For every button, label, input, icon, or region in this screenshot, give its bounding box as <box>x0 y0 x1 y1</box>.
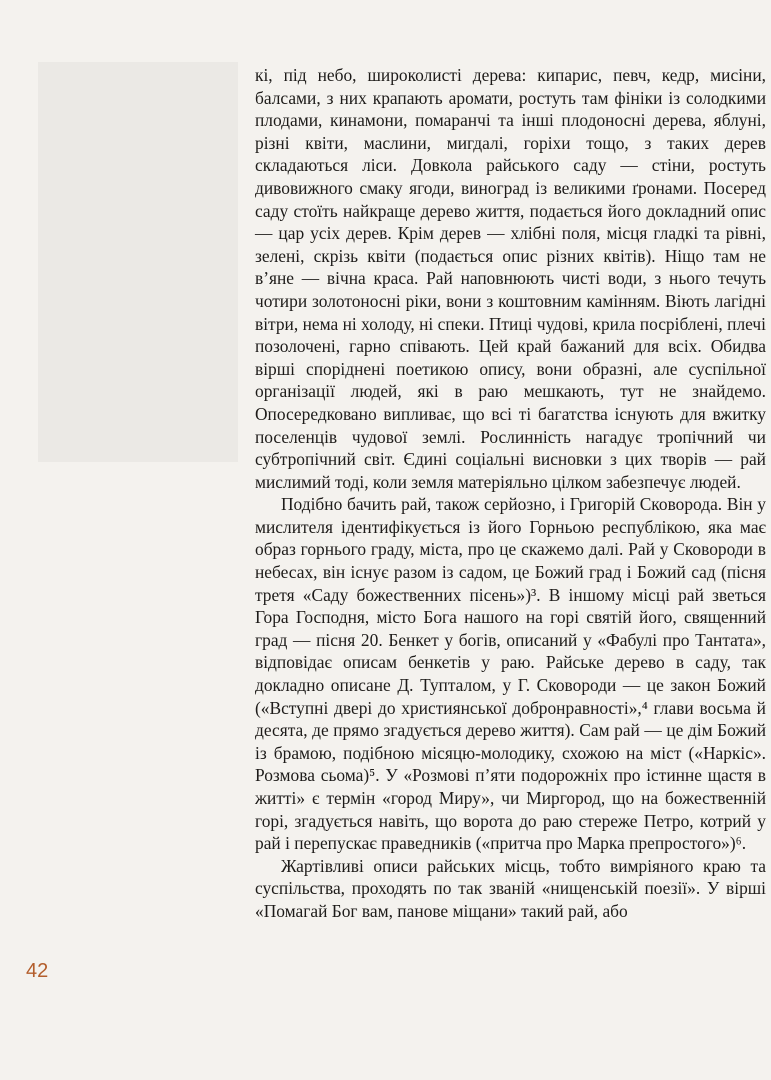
main-text-column <box>255 64 766 923</box>
page-number: 42 <box>26 960 49 982</box>
paragraph-1: кі, під небо, широколисті дерева: кипарис, певч, кедр, мисіни, балсами, з них крапають аромати, ростуть там фініки із солодкими плодами, кинамони, помаранчі та інші плодоносні дерева, яблуні, різні квіти, маслини, мигдалі, горіхи тощо, з таких дерев складаються ліси. Довкола райського саду — стіни, ростуть дивовижного смаку ягоди, виноград із великими ґронами. Посеред саду стоїть найкраще дерево життя, подається його докладний опис — цар усіх дерев. Крім дерев — хлібні поля, місця гладкі та рівні, зелені, скрізь квіти (подається опис різних квітів). Ніщо там не в’яне — вічна краса. Рай наповнюють чисті води, з нього течуть чотири золотоносні ріки, вони з коштовним камінням. Віють лагідні вітри, нема ні холоду, ні спеки. Птиці чудові, крила посріблені, плечі позолочені, гарно співають. Цей край бажаний для всіх. Обидва вірші споріднені поетикою опису, вони образні, але суспільної організації людей, які в раю мешкають, тут не знайдемо. Опосередковано випливає, що всі ті багатства існують для вжитку поселенців чудової землі. Рослинність нагадує тропічний чи субтропічний світ. Єдині соціальні висновки з цих творів — рай мислимий тоді, коли земля матеріяльно цілком забезпечує людей. <box>255 65 766 492</box>
paragraph-3: Жартівливі описи райських місць, тобто вимріяного краю та суспільства, проходять по так званій «нищенській поезії». У вірші «Помагай Бог вам, панове міщани» такий рай, або <box>255 855 766 921</box>
faded-illustration <box>38 62 238 462</box>
paragraph-2: Подібно бачить рай, також серйозно, і Григорій Сковорода. Він у мислителя ідентифікується із його Горньою республікою, яка має образ горнього граду, міста, про це скажемо далі. Рай у Сковороди в небесах, він існує разом із садом, це Божий град і Божий сад (пісня третя «Саду божественних пісень»)³. В іншому місці рай зветься Гора Господня, місто Бога нашого на горі святій його, священний град — пісня 20. Бенкет у богів, описаний у «Фабулі про Тантата», відповідає описам бенкетів у раю. Райське дерево в саду, так докладно описане Д. Тупталом, у Г. Сковороди — це закон Божий («Вступні двері до християнської добронравності»,⁴ глави восьма й десята, де прямо згадується дерево життя). Сам рай — це дім Божий із брамою, подібною місяцю-молодику, схожою на міст («Наркіс». Розмова сьома)⁵. У «Розмові п’яти подорожніх про істинне щастя в житті» є термін «город Миру», чи Миргород, що на божественній горі, згадується навіть, що ворота до раю стереже Петро, котрий у рай і перепускає праведників («притча про Марка препростого»)⁶. <box>255 494 766 854</box>
